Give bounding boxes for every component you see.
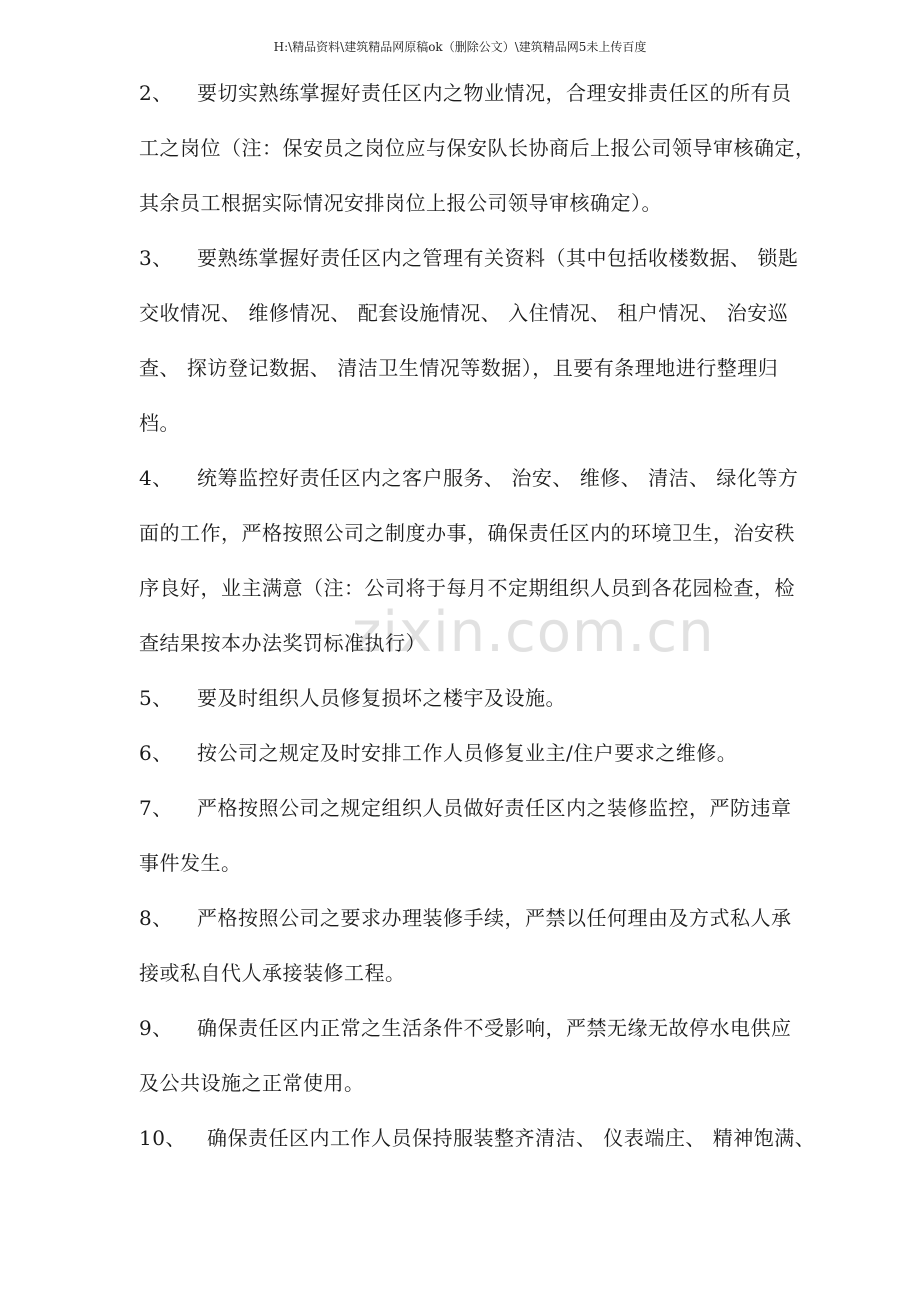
text-line: 接或私自代人承接装修工程。 xyxy=(139,961,406,985)
item-number: 9、 xyxy=(139,1016,173,1040)
document-body xyxy=(139,66,879,1166)
item-text: 要切实熟练掌握好责任区内之物业情况，合理安排责任区的所有员 xyxy=(197,81,792,105)
text-line: 查、 探访登记数据、 清洁卫生情况等数据），且要有条理地进行整理归 xyxy=(139,356,779,380)
item-text: 按公司之规定及时安排工作人员修复业主/住户要求之维修。 xyxy=(197,741,738,765)
item-text: 确保责任区内正常之生活条件不受影响，严禁无缘无故停水电供应 xyxy=(197,1016,792,1040)
item-number: 6、 xyxy=(139,741,173,765)
list-item xyxy=(139,66,879,231)
list-item xyxy=(139,231,879,451)
list-item xyxy=(139,891,879,1001)
text-line xyxy=(139,1111,879,1166)
text-line xyxy=(139,781,879,836)
item-number: 7、 xyxy=(139,796,173,820)
item-text: 统筹监控好责任区内之客户服务、 治安、 维修、 清洁、 绿化等方 xyxy=(197,466,799,490)
text-line xyxy=(139,1001,879,1056)
text-line: 其余员工根据实际情况安排岗位上报公司领导审核确定）。 xyxy=(139,191,662,215)
list-item xyxy=(139,671,879,726)
item-number: 10、 xyxy=(139,1126,186,1150)
watermark: zixin.com.cn xyxy=(352,600,715,665)
text-line: 工之岗位（注：保安员之岗位应与保安队长协商后上报公司领导审核确定， xyxy=(139,136,816,160)
text-line xyxy=(139,891,879,946)
list-item xyxy=(139,1111,879,1166)
item-text: 严格按照公司之要求办理装修手续，严禁以任何理由及方式私人承 xyxy=(197,906,792,930)
text-line: 序良好，业主满意（注：公司将于每月不定期组织人员到各花园检查，检 xyxy=(139,576,795,600)
list-item xyxy=(139,1001,879,1111)
item-text: 严格按照公司之规定组织人员做好责任区内之装修监控，严防违章 xyxy=(197,796,792,820)
list-item xyxy=(139,451,879,671)
text-line: 交收情况、 维修情况、 配套设施情况、 入住情况、 租户情况、 治安巡 xyxy=(139,301,789,325)
item-number: 3、 xyxy=(139,246,173,270)
header-file-path: H:\精品资料\建筑精品网原稿ok（删除公文）\建筑精品网5未上传百度 xyxy=(273,40,647,54)
item-text: 确保责任区内工作人员保持服装整齐清洁、 仪表端庄、 精神饱满、 xyxy=(207,1126,816,1150)
text-line: 事件发生。 xyxy=(139,851,242,875)
text-line xyxy=(139,66,879,121)
text-line xyxy=(139,231,879,286)
item-number: 8、 xyxy=(139,906,173,930)
text-line: 及公共设施之正常使用。 xyxy=(139,1071,365,1095)
text-line xyxy=(139,726,879,781)
item-text: 要及时组织人员修复损坏之楼宇及设施。 xyxy=(197,686,566,710)
list-item xyxy=(139,726,879,781)
text-line xyxy=(139,671,879,726)
text-line: 面的工作，严格按照公司之制度办事，确保责任区内的环境卫生，治安秩 xyxy=(139,521,795,545)
text-line: 查结果按本办法奖罚标准执行） xyxy=(139,631,426,655)
item-number: 4、 xyxy=(139,466,173,490)
item-number: 5、 xyxy=(139,686,173,710)
list-item xyxy=(139,781,879,891)
text-line xyxy=(139,451,879,506)
item-text: 要熟练掌握好责任区内之管理有关资料（其中包括收楼数据、 锁匙 xyxy=(197,246,799,270)
text-line: 档。 xyxy=(139,411,180,435)
item-number: 2、 xyxy=(139,81,173,105)
